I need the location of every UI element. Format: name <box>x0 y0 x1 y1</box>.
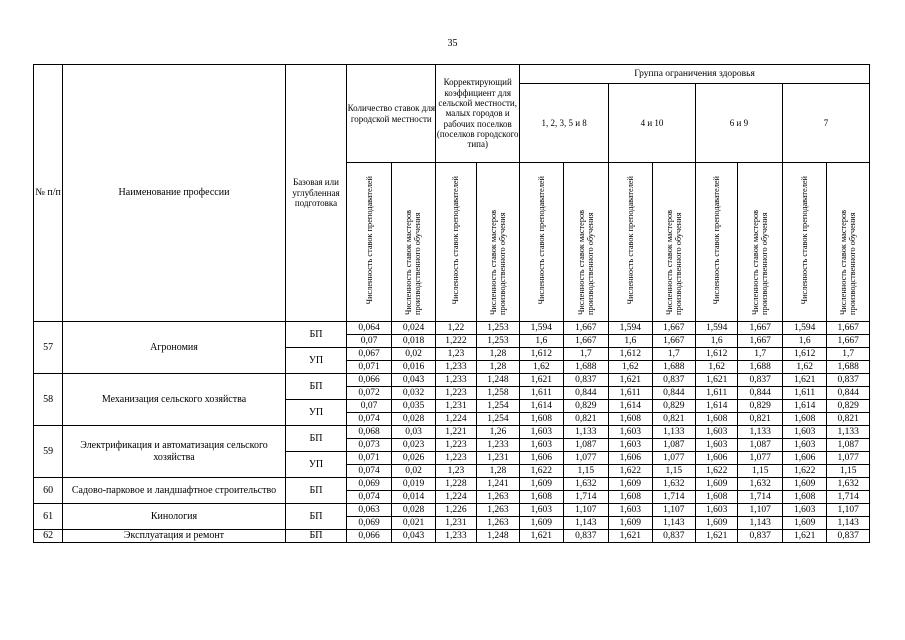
value-cell: 1,594 <box>520 322 563 335</box>
value-cell: 1,133 <box>738 426 782 439</box>
value-cell: 0,032 <box>391 387 435 400</box>
value-cell: 0,066 <box>347 530 391 543</box>
value-cell: 0,016 <box>391 361 435 374</box>
value-cell: 1,622 <box>782 465 826 478</box>
value-cell: 1,608 <box>520 491 563 504</box>
value-cell: 1,603 <box>782 439 826 452</box>
value-cell: 1,611 <box>695 387 737 400</box>
value-cell: 0,837 <box>738 374 782 387</box>
value-cell: 0,837 <box>738 530 782 543</box>
table-row <box>34 374 870 387</box>
col-header-profession: Наименование профессии <box>63 65 285 322</box>
value-cell: 1,667 <box>738 322 782 335</box>
value-cell: 0,07 <box>347 400 391 413</box>
value-cell: 1,143 <box>738 517 782 530</box>
value-cell: 1,107 <box>827 504 870 517</box>
value-cell: 1,594 <box>609 322 652 335</box>
value-cell: 0,837 <box>652 374 695 387</box>
value-cell: 1,606 <box>695 452 737 465</box>
value-cell: 1,087 <box>563 439 608 452</box>
value-cell: 1,26 <box>476 426 519 439</box>
value-cell: 0,844 <box>738 387 782 400</box>
col-header-group-4: 7 <box>782 84 869 163</box>
value-cell: 1,611 <box>609 387 652 400</box>
value-cell: 1,667 <box>652 335 695 348</box>
rotated-label: Численность ставок мастеров производственного обучения <box>839 210 858 316</box>
col-header-group-1: 1, 2, 3, 5 и 8 <box>520 84 609 163</box>
value-cell: 1,62 <box>609 361 652 374</box>
value-cell: 1,609 <box>695 478 737 491</box>
value-cell: 1,143 <box>652 517 695 530</box>
col-header-coef: Корректирующий коэффициент для сельской местности, малых городов и рабочих поселков (поселков городского типа) <box>436 65 520 163</box>
page-number: 35 <box>447 38 458 49</box>
value-cell: 1,632 <box>563 478 608 491</box>
value-cell: 1,62 <box>520 361 563 374</box>
value-cell: 1,62 <box>695 361 737 374</box>
value-cell: 0,03 <box>391 426 435 439</box>
value-cell: 1,224 <box>436 491 476 504</box>
value-cell: 1,107 <box>738 504 782 517</box>
value-cell: 0,844 <box>563 387 608 400</box>
value-cell: 1,15 <box>652 465 695 478</box>
training-type: БП <box>285 530 347 543</box>
value-cell: 0,068 <box>347 426 391 439</box>
table-row <box>34 478 870 491</box>
value-cell: 1,614 <box>520 400 563 413</box>
value-cell: 1,223 <box>436 452 476 465</box>
col-header-teachers <box>347 163 391 322</box>
value-cell: 0,069 <box>347 517 391 530</box>
col-header-masters <box>391 163 435 322</box>
value-cell: 1,606 <box>782 452 826 465</box>
profession-name: Механизация сельского хозяйства <box>63 374 285 426</box>
value-cell: 1,7 <box>827 348 870 361</box>
value-cell: 0,069 <box>347 478 391 491</box>
value-cell: 1,612 <box>695 348 737 361</box>
value-cell: 1,688 <box>563 361 608 374</box>
value-cell: 0,821 <box>827 413 870 426</box>
value-cell: 0,829 <box>563 400 608 413</box>
value-cell: 0,043 <box>391 374 435 387</box>
value-cell: 0,837 <box>563 530 608 543</box>
value-cell: 1,608 <box>609 491 652 504</box>
value-cell: 0,074 <box>347 465 391 478</box>
col-header-teachers <box>520 163 563 322</box>
rotated-label: Численность ставок преподавателей <box>536 175 546 305</box>
value-cell: 0,028 <box>391 504 435 517</box>
value-cell: 1,077 <box>738 452 782 465</box>
value-cell: 1,6 <box>782 335 826 348</box>
value-cell: 0,02 <box>391 465 435 478</box>
value-cell: 0,064 <box>347 322 391 335</box>
value-cell: 1,632 <box>738 478 782 491</box>
value-cell: 1,233 <box>436 374 476 387</box>
value-cell: 1,7 <box>652 348 695 361</box>
value-cell: 1,6 <box>609 335 652 348</box>
value-cell: 1,667 <box>738 335 782 348</box>
value-cell: 0,043 <box>391 530 435 543</box>
value-cell: 1,143 <box>563 517 608 530</box>
value-cell: 1,603 <box>520 504 563 517</box>
col-header-num: № п/п <box>34 65 63 322</box>
value-cell: 1,231 <box>436 400 476 413</box>
value-cell: 1,603 <box>695 439 737 452</box>
value-cell: 1,087 <box>827 439 870 452</box>
value-cell: 1,226 <box>436 504 476 517</box>
table-body <box>34 322 870 543</box>
training-type: БП <box>285 374 347 400</box>
row-number: 57 <box>34 322 63 374</box>
value-cell: 1,231 <box>476 452 519 465</box>
value-cell: 1,667 <box>563 335 608 348</box>
value-cell: 0,063 <box>347 504 391 517</box>
row-number: 60 <box>34 478 63 504</box>
value-cell: 1,6 <box>695 335 737 348</box>
value-cell: 1,621 <box>609 374 652 387</box>
value-cell: 1,603 <box>782 426 826 439</box>
col-header-masters <box>652 163 695 322</box>
value-cell: 1,077 <box>652 452 695 465</box>
value-cell: 1,223 <box>436 387 476 400</box>
value-cell: 1,608 <box>695 413 737 426</box>
rotated-label: Численность ставок мастеров производственного обучения <box>488 210 507 316</box>
col-header-teachers <box>695 163 737 322</box>
value-cell: 1,6 <box>520 335 563 348</box>
value-cell: 0,837 <box>827 374 870 387</box>
value-cell: 0,829 <box>827 400 870 413</box>
value-cell: 1,621 <box>782 374 826 387</box>
value-cell: 1,241 <box>476 478 519 491</box>
rotated-label: Численность ставок мастеров производственного обучения <box>404 210 423 316</box>
value-cell: 1,609 <box>520 478 563 491</box>
profession-name: Агрономия <box>63 322 285 374</box>
value-cell: 1,133 <box>827 426 870 439</box>
profession-name: Садово-парковое и ландшафтное строительство <box>63 478 285 504</box>
value-cell: 1,594 <box>782 322 826 335</box>
rotated-label: Численность ставок мастеров производственного обучения <box>576 210 595 316</box>
rotated-label: Численность ставок преподавателей <box>451 175 461 305</box>
col-header-teachers <box>436 163 476 322</box>
value-cell: 1,28 <box>476 348 519 361</box>
value-cell: 1,228 <box>436 478 476 491</box>
value-cell: 1,611 <box>520 387 563 400</box>
value-cell: 0,014 <box>391 491 435 504</box>
value-cell: 0,028 <box>391 413 435 426</box>
value-cell: 0,019 <box>391 478 435 491</box>
profession-name: Кинология <box>63 504 285 530</box>
value-cell: 1,621 <box>695 374 737 387</box>
value-cell: 1,253 <box>476 322 519 335</box>
value-cell: 0,073 <box>347 439 391 452</box>
value-cell: 1,632 <box>827 478 870 491</box>
value-cell: 0,821 <box>563 413 608 426</box>
value-cell: 1,609 <box>782 478 826 491</box>
training-type: БП <box>285 478 347 504</box>
col-header-urban: Количество ставок для городской местности <box>347 65 436 163</box>
value-cell: 1,614 <box>782 400 826 413</box>
value-cell: 1,622 <box>609 465 652 478</box>
value-cell: 1,28 <box>476 465 519 478</box>
value-cell: 0,066 <box>347 374 391 387</box>
value-cell: 1,603 <box>609 504 652 517</box>
value-cell: 1,622 <box>520 465 563 478</box>
rotated-label: Численность ставок преподавателей <box>800 175 810 305</box>
value-cell: 0,035 <box>391 400 435 413</box>
value-cell: 1,15 <box>827 465 870 478</box>
value-cell: 1,714 <box>827 491 870 504</box>
rotated-label: Численность ставок мастеров производственного обучения <box>664 210 683 316</box>
value-cell: 1,603 <box>609 426 652 439</box>
value-cell: 1,263 <box>476 491 519 504</box>
value-cell: 0,829 <box>652 400 695 413</box>
col-header-masters <box>738 163 782 322</box>
value-cell: 0,071 <box>347 452 391 465</box>
rotated-label: Численность ставок мастеров производственного обучения <box>751 210 770 316</box>
rotated-label: Численность ставок преподавателей <box>625 175 635 305</box>
value-cell: 1,667 <box>827 335 870 348</box>
row-number: 59 <box>34 426 63 478</box>
value-cell: 0,837 <box>827 530 870 543</box>
training-type: УП <box>285 400 347 426</box>
value-cell: 1,077 <box>563 452 608 465</box>
value-cell: 1,632 <box>652 478 695 491</box>
staffing-table <box>33 64 870 543</box>
value-cell: 1,622 <box>695 465 737 478</box>
value-cell: 1,28 <box>476 361 519 374</box>
row-number: 61 <box>34 504 63 530</box>
value-cell: 1,688 <box>738 361 782 374</box>
value-cell: 1,614 <box>609 400 652 413</box>
value-cell: 0,821 <box>738 413 782 426</box>
value-cell: 0,024 <box>391 322 435 335</box>
value-cell: 1,609 <box>782 517 826 530</box>
value-cell: 1,7 <box>738 348 782 361</box>
value-cell: 1,254 <box>476 413 519 426</box>
value-cell: 1,62 <box>782 361 826 374</box>
value-cell: 1,233 <box>436 530 476 543</box>
value-cell: 1,23 <box>436 465 476 478</box>
value-cell: 1,143 <box>827 517 870 530</box>
value-cell: 1,608 <box>695 491 737 504</box>
value-cell: 1,606 <box>520 452 563 465</box>
col-header-masters <box>827 163 870 322</box>
value-cell: 0,026 <box>391 452 435 465</box>
value-cell: 0,821 <box>652 413 695 426</box>
value-cell: 1,688 <box>652 361 695 374</box>
value-cell: 0,074 <box>347 413 391 426</box>
value-cell: 1,15 <box>563 465 608 478</box>
value-cell: 1,133 <box>563 426 608 439</box>
value-cell: 1,667 <box>827 322 870 335</box>
table-row <box>34 426 870 439</box>
value-cell: 1,22 <box>436 322 476 335</box>
value-cell: 0,067 <box>347 348 391 361</box>
training-type: УП <box>285 348 347 374</box>
value-cell: 1,714 <box>738 491 782 504</box>
value-cell: 0,829 <box>738 400 782 413</box>
value-cell: 1,248 <box>476 530 519 543</box>
value-cell: 0,844 <box>652 387 695 400</box>
training-type: БП <box>285 426 347 452</box>
value-cell: 1,263 <box>476 504 519 517</box>
value-cell: 1,603 <box>520 439 563 452</box>
value-cell: 1,603 <box>695 426 737 439</box>
value-cell: 0,023 <box>391 439 435 452</box>
table-row <box>34 322 870 335</box>
value-cell: 1,609 <box>609 478 652 491</box>
training-type: БП <box>285 504 347 530</box>
col-header-base: Базовая или углубленная подготовка <box>285 65 347 322</box>
value-cell: 1,224 <box>436 413 476 426</box>
value-cell: 1,609 <box>609 517 652 530</box>
value-cell: 1,133 <box>652 426 695 439</box>
value-cell: 0,02 <box>391 348 435 361</box>
value-cell: 1,233 <box>476 439 519 452</box>
profession-name: Эксплуатация и ремонт <box>63 530 285 543</box>
value-cell: 1,688 <box>827 361 870 374</box>
rotated-label: Численность ставок преподавателей <box>364 175 374 305</box>
value-cell: 1,609 <box>695 517 737 530</box>
value-cell: 1,621 <box>520 530 563 543</box>
value-cell: 1,614 <box>695 400 737 413</box>
profession-name: Электрификация и автоматизация сельского хозяйства <box>63 426 285 478</box>
value-cell: 1,612 <box>609 348 652 361</box>
value-cell: 1,603 <box>520 426 563 439</box>
value-cell: 0,072 <box>347 387 391 400</box>
col-header-masters <box>476 163 519 322</box>
value-cell: 1,603 <box>782 504 826 517</box>
value-cell: 1,611 <box>782 387 826 400</box>
value-cell: 1,621 <box>609 530 652 543</box>
value-cell: 1,107 <box>563 504 608 517</box>
value-cell: 0,07 <box>347 335 391 348</box>
value-cell: 1,714 <box>652 491 695 504</box>
rotated-label: Численность ставок преподавателей <box>712 175 722 305</box>
value-cell: 1,608 <box>782 413 826 426</box>
value-cell: 1,258 <box>476 387 519 400</box>
col-header-teachers <box>609 163 652 322</box>
value-cell: 0,837 <box>563 374 608 387</box>
value-cell: 1,15 <box>738 465 782 478</box>
value-cell: 1,612 <box>520 348 563 361</box>
value-cell: 1,254 <box>476 400 519 413</box>
training-type: БП <box>285 322 347 348</box>
value-cell: 1,667 <box>563 322 608 335</box>
value-cell: 1,7 <box>563 348 608 361</box>
value-cell: 1,606 <box>609 452 652 465</box>
value-cell: 1,077 <box>827 452 870 465</box>
value-cell: 1,253 <box>476 335 519 348</box>
value-cell: 1,231 <box>436 517 476 530</box>
col-header-teachers <box>782 163 826 322</box>
value-cell: 1,621 <box>520 374 563 387</box>
value-cell: 1,263 <box>476 517 519 530</box>
value-cell: 1,222 <box>436 335 476 348</box>
value-cell: 1,233 <box>436 361 476 374</box>
value-cell: 1,608 <box>609 413 652 426</box>
value-cell: 1,667 <box>652 322 695 335</box>
value-cell: 1,23 <box>436 348 476 361</box>
value-cell: 1,714 <box>563 491 608 504</box>
value-cell: 0,021 <box>391 517 435 530</box>
col-header-group-3: 6 и 9 <box>695 84 782 163</box>
value-cell: 0,844 <box>827 387 870 400</box>
value-cell: 0,018 <box>391 335 435 348</box>
value-cell: 0,071 <box>347 361 391 374</box>
value-cell: 0,837 <box>652 530 695 543</box>
value-cell: 1,107 <box>652 504 695 517</box>
value-cell: 1,603 <box>695 504 737 517</box>
value-cell: 1,621 <box>782 530 826 543</box>
row-number: 58 <box>34 374 63 426</box>
value-cell: 1,221 <box>436 426 476 439</box>
table-row <box>34 530 870 543</box>
value-cell: 1,594 <box>695 322 737 335</box>
row-number: 62 <box>34 530 63 543</box>
col-header-health-group: Группа ограничения здоровья <box>520 65 870 84</box>
training-type: УП <box>285 452 347 478</box>
value-cell: 1,087 <box>738 439 782 452</box>
value-cell: 1,608 <box>782 491 826 504</box>
col-header-masters <box>563 163 608 322</box>
value-cell: 1,248 <box>476 374 519 387</box>
value-cell: 1,223 <box>436 439 476 452</box>
value-cell: 1,609 <box>520 517 563 530</box>
table-row <box>34 504 870 517</box>
value-cell: 0,074 <box>347 491 391 504</box>
value-cell: 1,608 <box>520 413 563 426</box>
value-cell: 1,621 <box>695 530 737 543</box>
value-cell: 1,087 <box>652 439 695 452</box>
value-cell: 1,612 <box>782 348 826 361</box>
value-cell: 1,603 <box>609 439 652 452</box>
col-header-group-2: 4 и 10 <box>609 84 696 163</box>
